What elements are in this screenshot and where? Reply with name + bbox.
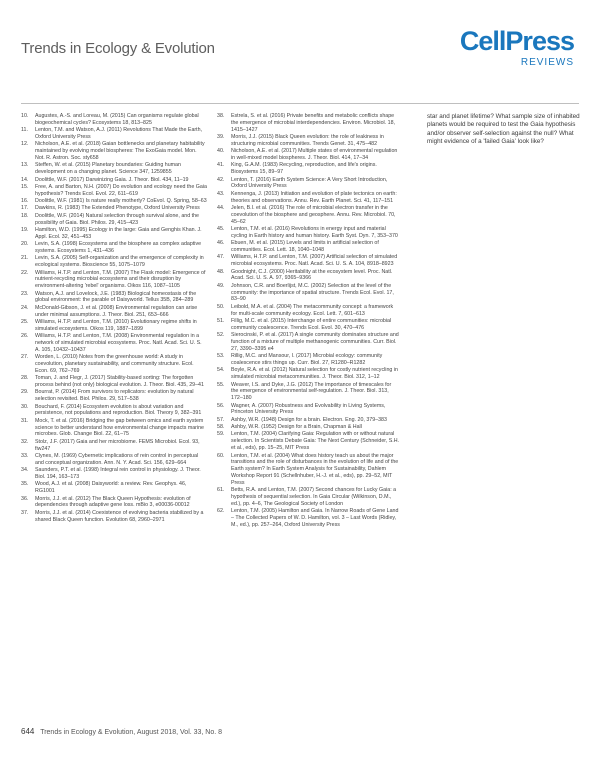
reference-text: Doolittle, W.F. (1981) Is nature really motherly? CoEvol. Q. Spring, 58–63: [35, 198, 207, 205]
reference-text: Wagner, A. (2007) Robustness and Evolvability in Living Systems, Princeton University Press: [231, 402, 386, 416]
reference-number: 18.: [21, 212, 29, 219]
reference-item: [21, 241, 207, 255]
reference-item: [217, 453, 400, 487]
reference-text: Lenton, T. (2016) Earth System Science: A Very Short Introduction, Oxford University Press: [231, 176, 388, 190]
reference-item: [217, 367, 400, 381]
reference-item: [21, 270, 207, 291]
reference-item: [217, 269, 400, 283]
reference-text: Ebuen, M. et al. (2015) Levels and limits in artificial selection of communities. Ecol. Lett. 18, 1040–1048: [231, 240, 379, 254]
reference-number: 61.: [217, 487, 225, 494]
reference-list-middle: [217, 113, 400, 529]
reference-item: [21, 333, 207, 354]
reference-item: [217, 431, 400, 452]
reference-item: [217, 283, 400, 304]
reference-text: Free, A. and Barton, N.H. (2007) Do evolution and ecology need the Gaia hypothesis? Trends Ecol. Evol. 22, 611–619: [35, 183, 207, 197]
reference-text: Estrela, S. et al. (2016) Private benefits and metabolic conflicts shape the emergence of microbial interdependencies. Environ. Microbiol. 18, 1415–1427: [231, 113, 395, 133]
reference-number: 20.: [21, 241, 29, 248]
reference-text: Mock, T. et al. (2016) Bridging the gap between omics and earth system science to better understand how environmental change impacts marine microbes. Glob. Change Biol. 22, 61–75: [35, 417, 205, 438]
reference-item: [217, 417, 400, 424]
reference-number: 27.: [21, 354, 29, 361]
reference-number: 51.: [217, 317, 225, 324]
reference-text: Doolittle, W.F. (2017) Darwinizing Gaia. J. Theor. Biol. 434, 11–19: [35, 176, 189, 183]
reference-item: [21, 496, 207, 510]
reference-number: 16.: [21, 198, 29, 205]
footer-citation: Trends in Ecology & Evolution, August 2018, Vol. 33, No. 8: [40, 729, 223, 736]
reference-number: 24.: [21, 304, 29, 311]
reference-text: Morris, J.J. et al. (2014) Coexistence of evolving bacteria stabilized by a shared Black Queen function. Evolution 68, 2960–2971: [35, 509, 204, 523]
publisher-logo: [460, 28, 574, 68]
reference-number: 43.: [217, 190, 225, 197]
reference-number: 33.: [21, 453, 29, 459]
reference-item: [21, 453, 207, 467]
reference-item: [21, 375, 207, 389]
reference-item: [217, 134, 400, 148]
reference-item: [21, 404, 207, 418]
reference-item: [217, 382, 400, 403]
reference-number: 22.: [21, 269, 29, 276]
reference-text: Johnson, C.R. and Boerlijst, M.C. (2002) Selection at the level of the community: the importance of spatial structure. Trends Ecol. Evol. 17, 83–90: [231, 282, 394, 303]
reference-item: [217, 162, 400, 176]
reference-text: Kennenga, J. (2013) Initiation and evolution of plate tectonics on earth: theories and observations. Annu. Rev. Earth Planet. Sci. 41, 117–151: [231, 190, 397, 204]
reference-number: 11.: [21, 127, 28, 134]
reference-number: 13.: [21, 162, 29, 169]
reference-number: 25.: [21, 318, 29, 325]
reference-item: [217, 424, 400, 431]
reference-text: Morris, J.J. (2015) Black Queen evolution: the role of leakiness in structuring microbial communities. Trends Genet. 31, 475–482: [231, 134, 384, 147]
reference-text: Ashby, W.R. (1952) Design for a Brain, Chapman & Hall: [231, 424, 362, 431]
reference-item: [21, 162, 207, 176]
reference-text: Lenton, T.M. (2004) Clarifying Gaia: Regulation with or without natural selection. In Scientists Debate Gaia: The Next Century (Schneider, S.H. et al., eds), pp. 15–25, MIT Press: [231, 431, 400, 452]
reference-item: [21, 467, 207, 481]
reference-item: [217, 403, 400, 417]
reference-number: 21.: [21, 255, 29, 262]
reference-item: [21, 481, 207, 495]
reference-number: 26.: [21, 333, 29, 340]
reference-text: Lenton, T.M. et al. (2004) What does history teach us about the major transitions and the role of disturbances in the evolution of life and of the Earth system? In Earth System Analysis for Sustainability, Dahlem Workshop Report 91 (Schellnhuber, H.-J. et al., eds), pp. 29–52, MIT Press: [231, 452, 399, 486]
reference-item: [21, 113, 207, 127]
reference-text: Jelen, B.I. et al. (2016) The role of microbial electron transfer in the coevolution of the biosphere and geosphere. Annu. Rev. Microbiol. 70, 45–62: [231, 204, 396, 225]
reference-item: [21, 255, 207, 269]
reference-number: 35.: [21, 481, 29, 488]
outstanding-questions-text: star and planet lifetime? What sample size of inhabited planets would be required to test the Gaia hypothesis and/or observer self-selection against the null? What might evidence of a 'failed Gaia' look like?: [427, 113, 580, 145]
reference-number: 31.: [21, 417, 29, 424]
reference-text: Sierocinski, P. et al. (2017) A single community dominates structure and function of a mixture of multiple methanogenic communities. Curr. Biol. 27, 3390–3395 e4: [231, 332, 399, 352]
reference-text: Hamilton, W.D. (1995) Ecology in the large: Gaia and Genghis Khan. J. Appl. Ecol. 32, 451–453: [35, 227, 202, 240]
reference-text: Augustes, A.-S. and Loreau, M. (2015) Can organisms regulate global biogeochemical cycles? Ecosystems 18, 813–825: [35, 113, 199, 126]
reference-text: Boyle, R.A. et al. (2012) Natural selection for costly nutrient recycling in simulated microbial metacommunities. J. Theor. Biol. 312, 1–12: [231, 367, 398, 381]
reference-number: 53.: [217, 353, 225, 360]
reference-item: [21, 127, 207, 141]
reference-item: [21, 319, 207, 333]
reference-text: Steffen, W. et al. (2015) Planetary boundaries: Guiding human development on a changing planet. Science 347, 1259855: [35, 162, 181, 176]
reference-list-left: [21, 113, 207, 524]
reference-number: 39.: [217, 134, 225, 141]
reference-text: Levin, S.A. (1998) Ecosystems and the biosphere as complex adaptive systems. Ecosystems 1, 431–436: [35, 241, 202, 255]
reference-number: 36.: [21, 495, 29, 502]
reference-text: Nicholson, A.E. et al. (2018) Gaian bottlenecks and planetary habitability maintained by evolving model biospheres: The ExoGaia model. Mon. Not. R. Astron. Soc. sty658: [35, 141, 205, 162]
reference-text: Williams, H.T.P. and Lenton, T.M. (2007) The Flask model: Emergence of nutrient-recycling microbial ecosystems and their disruption by environment-altering 'rebel' organisms. Oikos 116, 1087–1105: [35, 269, 206, 290]
reference-item: [217, 226, 400, 240]
reference-number: 12.: [21, 141, 29, 148]
reference-item: [217, 508, 400, 529]
reference-text: Williams, H.T.P. and Lenton, T.M. (2008) Environmental regulation in a network of simulated microbial ecosystems. Proc. Natl. Acad. Sci. U. S. A. 105, 10432–10437: [35, 333, 202, 353]
reference-item: [21, 291, 207, 305]
reference-number: 52.: [217, 332, 225, 339]
reference-number: 37.: [21, 509, 29, 516]
reference-text: Lenton, T.M. and Watson, A.J. (2011) Revolutions That Made the Earth, Oxford University Press: [35, 127, 203, 141]
reference-text: Williams, H.T.P. and Lenton, T.M. (2010) Evolutionary regime shifts in simulated ecosystems. Oikos 119, 1887–1899: [35, 318, 197, 332]
reference-number: 55.: [217, 381, 225, 388]
reference-item: [21, 184, 207, 198]
reference-text: Stolz, J.F. (2017) Gaia and her microbiome. FEMS Microbiol. Ecol. 93, fiw247: [35, 438, 200, 452]
reference-item: [217, 254, 400, 268]
reference-text: Levin, S.A. (2005) Self-organization and the emergence of complexity in ecological systems. Bioscience 55, 1075–1079: [35, 255, 204, 269]
reference-text: Nicholson, A.E. et al. (2017) Multiple states of environmental regulation in well-mixed model biospheres. J. Theor. Biol. 414, 17–34: [231, 148, 398, 162]
reference-text: Toman, J. and Flegr, J. (2017) Stability-based sorting: The forgotten process behind (not only) biological evolution. J. Theor. Biol. 435, 29–41: [35, 375, 204, 389]
reference-item: [21, 177, 207, 184]
reference-item: [217, 177, 400, 191]
reference-number: 29.: [21, 389, 29, 396]
page-footer: [21, 727, 222, 736]
publisher-name: CellPress: [459, 26, 574, 56]
reference-item: [217, 113, 400, 134]
journal-title: Trends in Ecology & Evolution: [21, 40, 215, 57]
reference-text: Lenton, T.M. et al. (2016) Revolutions in energy input and material cycling in Earth history and human history. Earth Syst. Dyn. 7, 353–370: [231, 226, 398, 239]
reference-number: 14.: [21, 176, 29, 183]
reference-item: [217, 304, 400, 318]
reference-number: 28.: [21, 375, 29, 382]
reference-text: Bouchard, F. (2014) Ecosystem evolution is about variation and persistence, not populations and reproduction. Biol. Theory 9, 382–391: [35, 403, 202, 417]
reference-text: Fillig, M.C. et al. (2015) Interchange of entire communities: microbial community coalescence. Trends Ecol. Evol. 30, 470–476: [231, 317, 392, 331]
reference-number: 23.: [21, 290, 29, 297]
reference-number: 60.: [217, 452, 225, 459]
reference-text: McDonald-Gibson, J. et al. (2008) Environmental regulation can arise under minimal assumptions. J. Theor. Biol. 251, 653–666: [35, 304, 198, 318]
reference-item: [217, 487, 400, 508]
reference-item: [21, 205, 207, 212]
reference-item: [21, 354, 207, 375]
reference-number: 30.: [21, 403, 29, 410]
reference-number: 50.: [217, 303, 225, 310]
reference-text: Worden, L. (2010) Notes from the greenhouse world: A study in coevolution, planetary sustainability, and community structure. Ecol. Econ. 69, 762–769: [35, 354, 194, 374]
reference-text: Dawkins, R. (1983) The Extended Phenotype, Oxford University Press: [35, 205, 200, 212]
reference-item: [217, 205, 400, 226]
reference-item: [21, 389, 207, 403]
reference-text: Bourrat, P. (2014) From survivors to replicators: evolution by natural selection revisited. Biol. Philos. 29, 517–538: [35, 389, 194, 403]
reference-number: 48.: [217, 268, 225, 275]
reference-number: 41.: [217, 162, 225, 169]
reference-text: Williams, H.T.P. and Lenton, T.M. (2007) Artificial selection of simulated microbial ecosystems. Proc. Natl. Acad. Sci. U. S. A. 104, 8918–8923: [231, 254, 398, 268]
reference-item: [217, 353, 400, 367]
reference-number: 19.: [21, 227, 29, 233]
reference-number: 17.: [21, 205, 29, 212]
reference-number: 10.: [21, 113, 29, 119]
reference-number: 56.: [217, 402, 225, 409]
header-divider: [21, 103, 579, 104]
reference-number: 62.: [217, 508, 225, 515]
reference-number: 15.: [21, 183, 29, 190]
reference-item: [21, 227, 207, 241]
reference-item: [217, 240, 400, 254]
reference-item: [217, 148, 400, 162]
reference-text: Watson, A.J. and Lovelock, J.E. (1983) Biological homeostasis of the global environment: the parable of Daisyworld. Tellus 35B, 284–289: [35, 290, 197, 304]
reference-text: Rillig, M.C. and Mansour, I. (2017) Microbial ecology: community coalescence stirs things up. Curr. Biol. 27, R1280–R1282: [231, 353, 383, 367]
reference-item: [21, 418, 207, 439]
reference-text: Clynes, M. (1969) Cybernetic implications of rein control in perceptual and conceptual organization. Ann. N. Y. Acad. Sci. 156, 629–664: [35, 453, 199, 466]
reference-text: Weaver, I.S. and Dyke, J.G. (2012) The importance of timescales for the emergence of environmental self-regulation. J. Theor. Biol. 313, 172–180: [231, 381, 392, 402]
reference-item: [21, 213, 207, 227]
reference-number: 38.: [217, 113, 225, 119]
reference-item: [217, 318, 400, 332]
reference-text: Morris, J.J. et al. (2012) The Black Queen Hypothesis: evolution of dependencies through adaptive gene loss. mBio 3, e00036-00012: [35, 495, 191, 509]
reference-number: 47.: [217, 254, 225, 261]
reference-item: [21, 305, 207, 319]
reference-number: 58.: [217, 424, 225, 431]
reference-number: 45.: [217, 226, 225, 232]
reference-number: 57.: [217, 416, 225, 423]
reference-text: Ashby, W.R. (1948) Design for a brain. Electron. Eng. 20, 379–383: [231, 416, 387, 423]
reference-text: Wood, A.J. et al. (2008) Daisyworld: a review. Rev. Geophys. 46, RG1001: [35, 481, 187, 495]
page-number: 644: [21, 727, 35, 736]
reference-item: [217, 332, 400, 353]
reference-text: Saunders, P.T. et al. (1998) Integral rein control in physiology. J. Theor. Biol. 194, 163–173: [35, 467, 201, 481]
reference-item: [21, 510, 207, 524]
reference-text: Doolittle, W.F. (2014) Natural selection through survival alone, and the possibility of Gaia. Biol. Philos. 29, 415–423: [35, 212, 199, 226]
reference-text: Goodnight, C.J. (2000) Heritability at the ecosystem level. Proc. Natl. Acad. Sci. U. S. A. 97, 9365–9366: [231, 268, 393, 282]
reference-item: [21, 198, 207, 205]
reference-number: 46.: [217, 240, 225, 247]
reference-item: [217, 191, 400, 205]
reference-item: [21, 141, 207, 162]
reference-text: Lenton, T.M. (2005) Hamilton and Gaia. In Narrow Roads of Gene Land – The Collected Papers of W. D. Hamilton, vol. 3 – Last Words (Ridley, M., ed.), pp. 257–264, Oxford University Press: [231, 508, 399, 528]
reference-number: 40.: [217, 148, 225, 155]
reference-number: 44.: [217, 204, 225, 211]
reference-text: Betts, R.A. and Lenton, T.M. (2007) Second chances for Lucky Gaia: a hypothesis of sequential selection. In Gaia Circular (Wilkinson, D.M., ed.), pp. 4–6, The Geological Society of London: [231, 487, 397, 507]
reference-number: 49.: [217, 282, 225, 289]
reference-number: 42.: [217, 176, 225, 183]
reference-number: 34.: [21, 467, 29, 474]
reference-number: 59.: [217, 431, 225, 438]
reference-item: [21, 439, 207, 453]
publisher-subtitle: REVIEWS: [520, 57, 574, 68]
reference-number: 32.: [21, 438, 29, 445]
reference-text: Leibold, M.A. et al. (2004) The metacommunity concept: a framework for multi-scale community ecology. Ecol. Lett. 7, 601–613: [231, 303, 394, 317]
reference-text: King, G.A.M. (1983) Recycling, reproduction, and life's origins. Biosystems 15, 89–97: [231, 162, 377, 176]
reference-number: 54.: [217, 367, 225, 374]
